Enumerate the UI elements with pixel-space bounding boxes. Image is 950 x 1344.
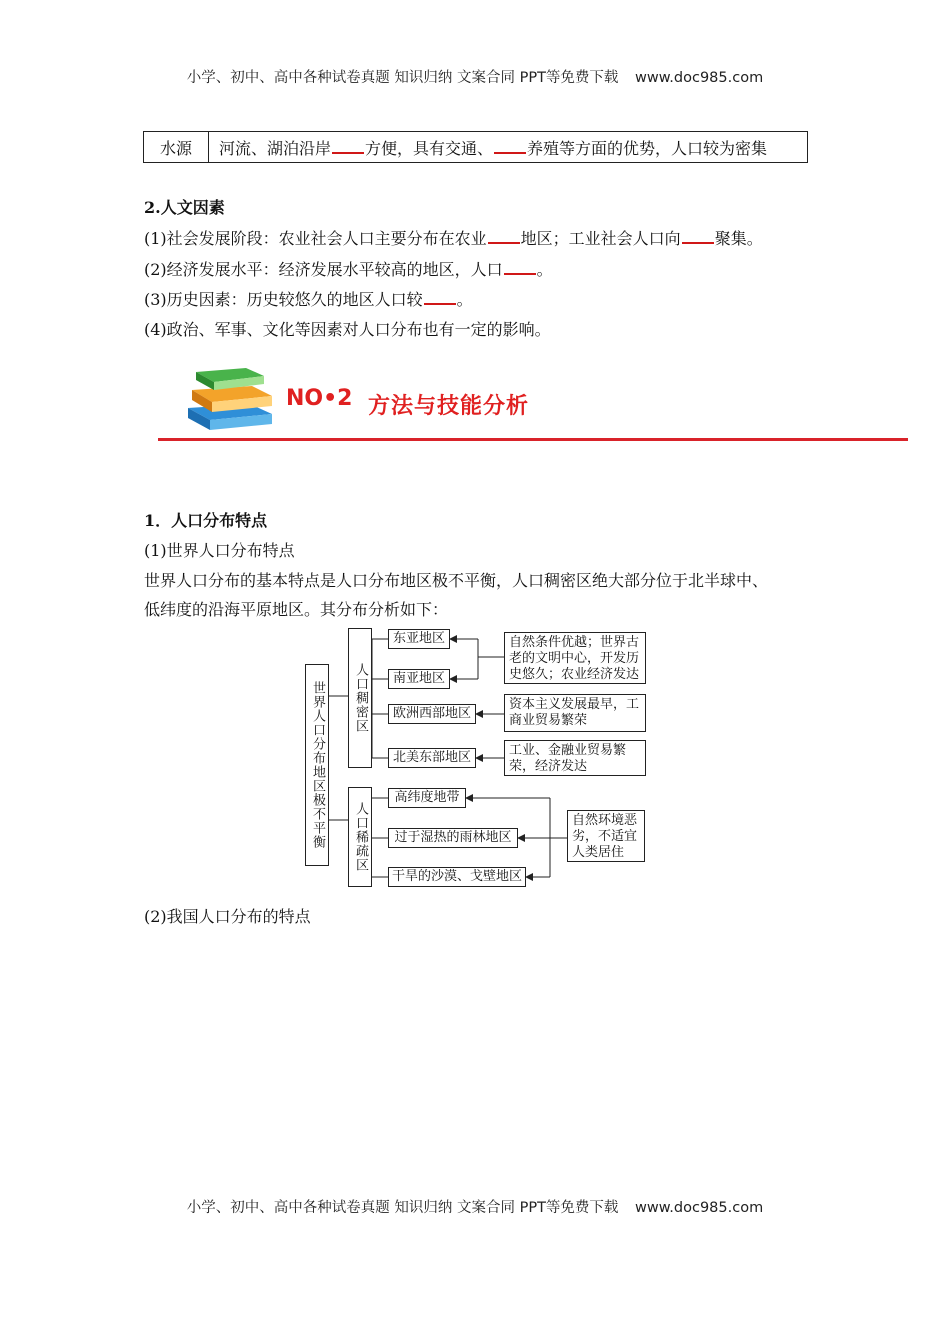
section1-para2: 低纬度的沿海平原地区。其分布分析如下： (144, 600, 449, 619)
east-asia-box: 东亚地区 (388, 629, 450, 649)
water-text-b: 方便，具有交通、 (365, 138, 494, 158)
dense-area-box (348, 628, 372, 768)
fill-blank (682, 228, 714, 244)
water-text-c: 养殖等方面的优势，人口较为密集 (527, 138, 768, 158)
fill-blank (332, 138, 364, 154)
item1-c: 聚集。 (714, 229, 763, 248)
western-europe-box: 欧洲西部地区 (388, 704, 476, 724)
water-text (209, 132, 808, 163)
diagram-root-box (305, 664, 329, 866)
reason-north-america-box: 工业、金融业贸易繁荣，经济发达 (504, 740, 646, 776)
humanities-heading: 2.人文因素 (144, 198, 225, 217)
water-label: 水源 (144, 132, 209, 163)
reason-sparse-box: 自然环境恶劣，不适宜人类居住 (567, 810, 645, 862)
item3-a: (3)历史因素：历史较悠久的地区人口较 (144, 290, 423, 309)
humanities-item-4: (4)政治、军事、文化等因素对人口分布也有一定的影响。 (144, 320, 551, 339)
fill-blank (504, 259, 536, 275)
population-distribution-diagram (300, 624, 650, 894)
rainforest-box: 过于湿热的雨林地区 (388, 828, 518, 848)
item1-b: 地区；工业社会人口向 (520, 229, 681, 248)
item2-a: (2)经济发展水平：经济发展水平较高的地区，人口 (144, 260, 503, 279)
item1-a: (1)社会发展阶段：农业社会人口主要分布在农业 (144, 229, 487, 248)
desert-box: 干旱的沙漠、戈壁地区 (388, 867, 526, 887)
table-row (144, 132, 808, 163)
fill-blank (488, 228, 520, 244)
fill-blank (424, 289, 456, 305)
banner-title: 方法与技能分析 (368, 393, 530, 419)
section1-sub1: (1)世界人口分布特点 (144, 541, 295, 560)
section-banner (158, 360, 910, 450)
humanities-item-3 (144, 287, 473, 310)
high-latitude-box: 高纬度地带 (388, 788, 466, 808)
page-header (0, 66, 950, 87)
reason-asia-box: 自然条件优越；世界古老的文明中心，开发历史悠久；农业经济发达 (504, 632, 646, 684)
water-text-a: 河流、湖泊沿岸 (219, 138, 332, 158)
item3-b: 。 (456, 290, 473, 309)
footer-url[interactable]: www.doc985.com (635, 1200, 764, 1216)
header-url[interactable]: www.doc985.com (635, 70, 764, 86)
section1-para1: 世界人口分布的基本特点是人口分布地区极不平衡，人口稠密区绝大部分位于北半球中、 (144, 571, 769, 590)
sparse-area-box (348, 787, 372, 887)
section1-sub2: (2)我国人口分布的特点 (144, 907, 311, 926)
section1-heading: 1．人口分布特点 (144, 511, 268, 530)
books-icon (180, 360, 280, 432)
diagram-root-label: 世界人口分布地区极不平衡 (310, 681, 325, 849)
humanities-item-2 (144, 257, 553, 280)
dense-area-label: 人口稠密区 (353, 663, 368, 733)
footer-text: 小学、初中、高中各种试卷真题 知识归纳 文案合同 PPT等免费下载 (186, 1200, 619, 1216)
water-source-table (143, 131, 808, 163)
fill-blank (494, 138, 526, 154)
south-asia-box: 南亚地区 (388, 669, 450, 689)
humanities-item-1 (144, 226, 763, 249)
page-footer (0, 1196, 950, 1217)
banner-number: NO•2 (286, 386, 353, 411)
reason-europe-box: 资本主义发展最早，工商业贸易繁荣 (504, 694, 646, 732)
eastern-north-america-box: 北美东部地区 (388, 748, 476, 768)
banner-divider (158, 438, 908, 441)
header-text: 小学、初中、高中各种试卷真题 知识归纳 文案合同 PPT等免费下载 (186, 70, 619, 86)
sparse-area-label: 人口稀疏区 (353, 802, 368, 872)
item2-b: 。 (536, 260, 553, 279)
